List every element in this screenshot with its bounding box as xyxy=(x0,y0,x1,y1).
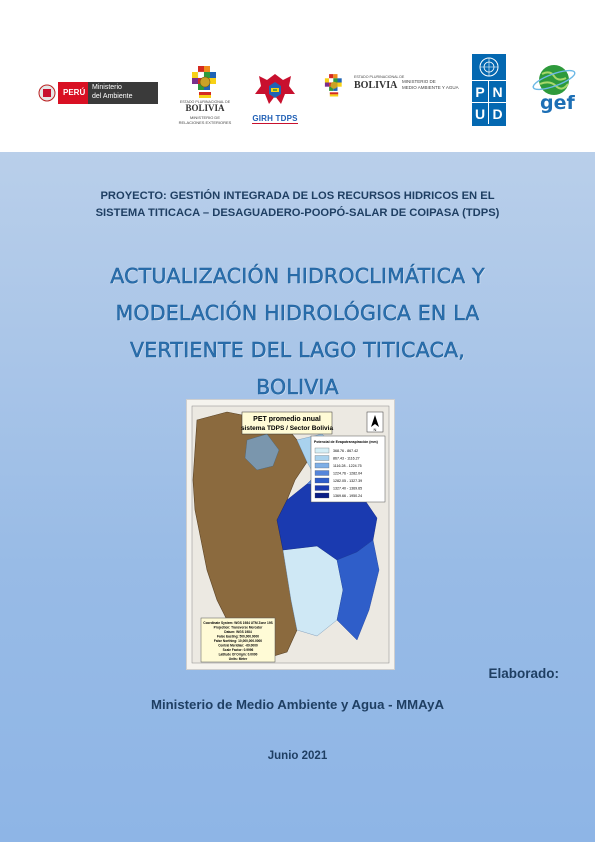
legend-swatch-6 xyxy=(315,493,329,498)
legend-swatch-2 xyxy=(315,463,329,468)
elaborado-label: Elaborado: xyxy=(488,666,559,681)
bolivia-mmaya-name: BOLIVIA xyxy=(354,80,398,91)
pnud-letter-p: P xyxy=(472,80,489,102)
legend-label-2: 1116.28 - 1224.75 xyxy=(333,464,362,468)
legend-swatch-1 xyxy=(315,456,329,461)
pnud-letter-u: U xyxy=(472,102,489,124)
bolivia-mmaya-line1: MINISTERIO DE xyxy=(402,79,436,84)
map-title-line-2: sistema TDPS / Sector Bolivia xyxy=(240,425,334,432)
legend-swatch-0 xyxy=(315,448,329,453)
legend-label-5: 1327.40 - 1369.65 xyxy=(333,486,363,491)
gef-logo xyxy=(530,60,578,120)
map-info-line-5: Central Meridian: -69.0000 xyxy=(218,643,258,648)
girh-emblem-icon xyxy=(253,72,297,108)
bolivia-rree-logo xyxy=(176,66,234,136)
legend-label-6: 1369.66 - 1950.24 xyxy=(333,494,363,498)
peru-ministry-logo xyxy=(36,80,158,106)
legend-title: Potencial de Evapotranspiración (mm) xyxy=(314,440,378,444)
un-emblem-icon xyxy=(472,54,506,80)
map-info-line-3: False Easting: 500,000.0000 xyxy=(217,634,259,639)
title-line-1: ACTUALIZACIÓN HIDROCLIMÁTICA Y xyxy=(110,264,485,288)
pnud-letters xyxy=(472,80,506,124)
pnud-logo xyxy=(472,54,506,126)
map-info-line-6: Scale Factor: 0.9996 xyxy=(222,648,254,652)
map-info-line-8: Units: Meter xyxy=(228,657,248,661)
girh-tdps-logo xyxy=(248,72,302,124)
map-info-line-7: Latitude Of Origin: 0.0000 xyxy=(218,652,258,657)
legend-swatch-5 xyxy=(315,486,329,491)
map-info-line-1: Projection: Transverse Mercator xyxy=(213,625,263,630)
legend-label-3: 1224.76 - 1282.04 xyxy=(333,471,363,476)
legend-label-0: 368.76 - 867.42 xyxy=(333,449,359,453)
bolivia-rree-name: BOLIVIA xyxy=(185,103,225,113)
title-line-2: MODELACIÓN HIDROLÓGICA EN LA xyxy=(115,301,480,325)
project-heading xyxy=(40,188,555,222)
legend-label-4: 1282.05 - 1327.39 xyxy=(333,479,363,483)
project-line-1: PROYECTO: GESTIÓN INTEGRADA DE LOS RECURSOS HIDRICOS EN EL xyxy=(100,190,495,202)
bolivia-mmaya-state: ESTADO PLURINACIONAL DE xyxy=(354,75,405,79)
pnud-letter-n: N xyxy=(489,80,506,102)
peru-label: PERÚ xyxy=(63,88,86,97)
peru-ministry-line2: del Ambiente xyxy=(92,93,133,100)
logo-strip xyxy=(0,0,595,152)
legend-swatch-3 xyxy=(315,471,329,476)
ministerio-label: Ministerio de Medio Ambiente y Agua - MMAyA xyxy=(150,697,445,712)
bolivia-rree-line1: MINISTERIO DE xyxy=(189,115,220,120)
peru-ministry-line1: Ministerio xyxy=(92,84,122,91)
legend-label-1: 867.43 - 1116.27 xyxy=(333,456,360,461)
bolivia-mmaya-logo xyxy=(320,72,460,104)
bolivia-mmaya-line2: MEDIO AMBIENTE Y AGUA xyxy=(402,85,459,90)
document-title xyxy=(20,258,575,406)
map-info-line-2: Datum: WGS 1984 xyxy=(224,630,252,634)
legend-swatch-4 xyxy=(315,478,329,483)
gef-label: gef xyxy=(540,92,575,114)
map-info-line-4: False Northing: 10,000,000.0000 xyxy=(213,639,263,643)
map-title-line-1: PET promedio anual xyxy=(253,416,321,423)
pet-map-graphic xyxy=(187,400,394,669)
bolivia-rree-line2: RELACIONES EXTERIORES xyxy=(178,120,232,125)
map-info-line-0: Coordinate System: WGS 1984 UTM Zone 19S xyxy=(203,621,273,625)
project-line-2: SISTEMA TITICACA – DESAGUADERO-POOPÓ-SALAR DE COIPASA (TDPS) xyxy=(95,207,500,219)
publication-date: Junio 2021 xyxy=(267,750,328,762)
girh-label: GIRH TDPS xyxy=(252,114,298,123)
north-label: N xyxy=(373,427,377,432)
pet-map xyxy=(186,399,395,670)
bolivia-rree-state: ESTADO PLURINACIONAL DE xyxy=(179,100,231,104)
bolivia-wiphala-icon xyxy=(185,66,225,100)
bolivia-wiphala-icon-2 xyxy=(320,72,348,100)
pnud-letter-d: D xyxy=(489,102,506,124)
title-line-3: VERTIENTE DEL LAGO TITICACA, xyxy=(130,338,465,362)
title-line-4: BOLIVIA xyxy=(256,375,339,399)
